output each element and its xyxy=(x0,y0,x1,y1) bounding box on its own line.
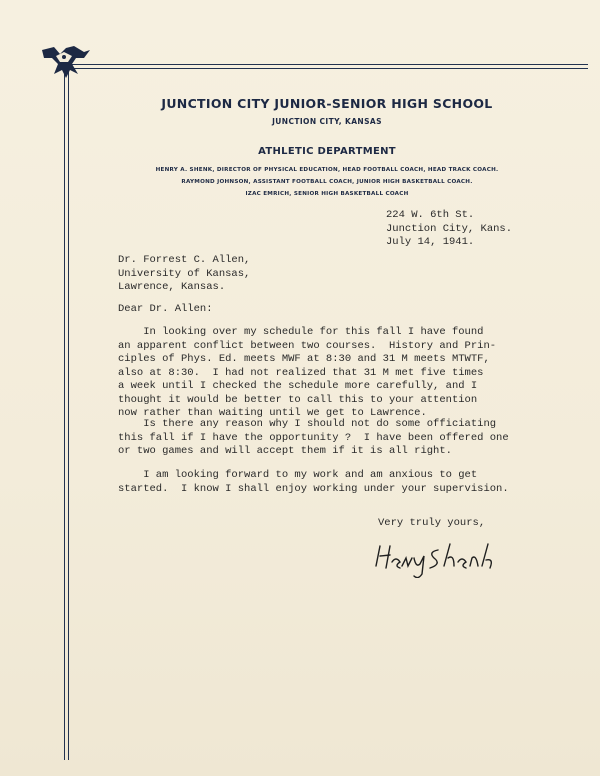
body-paragraph: Is there any reason why I should not do some officiating this fall if I have the opportunity ? I have been offered one or two games and will accept them if it is all right. xyxy=(118,418,509,457)
department-title: ATHLETIC DEPARTMENT xyxy=(258,146,396,157)
eagle-emblem-icon xyxy=(40,44,92,80)
sender-address: 224 W. 6th St. Junction City, Kans. July 14, 1941. xyxy=(386,209,513,248)
handwritten-signature xyxy=(368,538,508,578)
recipient-address: Dr. Forrest C. Allen, University of Kansas, Lawrence, Kansas. xyxy=(118,254,251,293)
staff-line: RAYMOND JOHNSON, ASSISTANT FOOTBALL COACH, JUNIOR HIGH BASKETBALL COACH. xyxy=(181,179,473,185)
salutation: Dear Dr. Allen: xyxy=(118,303,213,315)
staff-line: IZAC EMRICH, SENIOR HIGH BASKETBALL COACH xyxy=(245,191,409,197)
letterhead-horizontal-rule xyxy=(64,64,588,69)
staff-line: HENRY A. SHENK, DIRECTOR OF PHYSICAL EDUCATION, HEAD FOOTBALL COACH, HEAD TRACK COACH. xyxy=(155,167,499,173)
school-city: JUNCTION CITY, KANSAS xyxy=(272,117,382,126)
school-name: JUNCTION CITY JUNIOR-SENIOR HIGH SCHOOL xyxy=(161,96,493,111)
body-paragraph: In looking over my schedule for this fall I have found an apparent conflict between two courses. History and Prin- ciples of Phys. Ed. meets MWF at 8:30 and 31 M meets MTWTF, also at 8:30. I had not realized that 31 M met five times a week until I checked the schedule more carefully, and I thought it would be better to call this to your attention now rather than waiting until we get to Lawrence. xyxy=(118,326,497,419)
body-paragraph: I am looking forward to my work and am anxious to get started. I know I shall enjoy working under your supervision. xyxy=(118,469,509,495)
closing: Very truly yours, xyxy=(378,517,486,529)
